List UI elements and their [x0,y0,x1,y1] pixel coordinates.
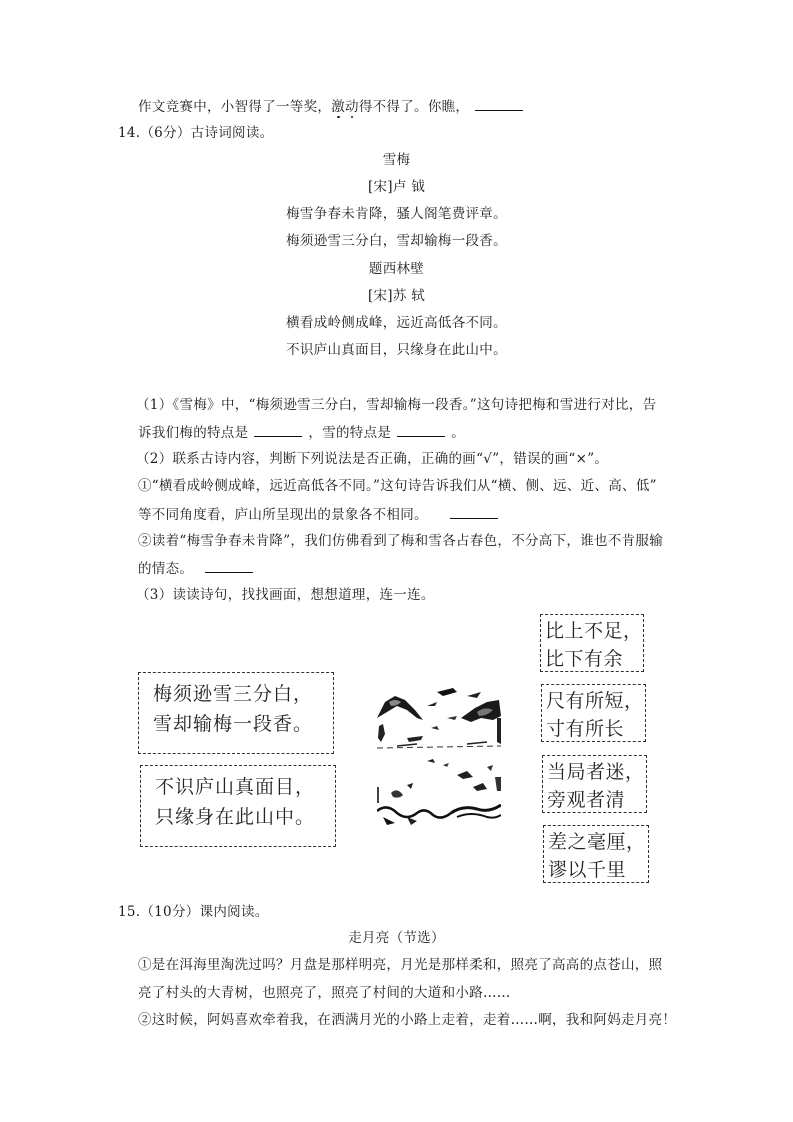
q14-sub1-line2 [138,423,465,442]
card-line: 梅须逊雪三分白， [153,683,314,705]
card-line: 差之毫厘， [548,831,646,853]
emphasis-char-1: 激 [331,99,346,115]
idiom-card-4[interactable] [543,825,649,883]
q14-sub2-item2-line2 [138,559,259,578]
snow-plum-landscape-picture[interactable] [377,757,501,827]
intro-sentence [138,97,529,116]
answer-blank-judge-1[interactable] [450,505,498,519]
poem2-line-1: 横看成岭侧成峰，远近高低各不同。 [286,315,507,331]
card-line: 比下有余 [545,648,624,670]
card-line: 当局者迷， [547,761,645,783]
card-line: 不识庐山真面目， [155,776,316,798]
question-14-header: 14.（6分）古诗词阅读。 [118,125,274,141]
sub1-text-b: ，雪的特点是 [308,425,392,441]
emphasis-char-2: 动 [345,99,359,115]
sub1-text-a: 诉我们梅的特点是 [138,425,249,441]
card-line: 寸有所长 [546,718,625,740]
card-line: 尺有所短， [546,690,644,712]
poem2-title: 题西林壁 [368,261,425,277]
card-line: 只缘身在此山中。 [155,806,316,828]
q14-sub1-line1: （1）《雪梅》中，“梅须逊雪三分白，雪却输梅一段香。”这句诗把梅和雪进行对比，告 [136,397,657,413]
poem2-author: [宋]苏 轼 [367,288,426,304]
card-line: 旁观者清 [547,789,626,811]
answer-blank-intro[interactable] [475,97,523,111]
sub1-text-c: 。 [451,425,466,441]
poem1-author: [宋]卢 钺 [367,179,426,195]
poem-card-lushan[interactable] [140,765,336,847]
passage-para1-line1: ①是在洱海里淘洗过吗？月盘是那样明亮，月光是那样柔和，照亮了高高的点苍山，照 [138,957,663,973]
card-line: 谬以千里 [548,859,627,881]
idiom-card-3[interactable] [542,755,647,813]
mountain-landscape-picture[interactable] [377,688,501,752]
poem2-line-2: 不识庐山真面目，只缘身在此山中。 [286,342,507,358]
answer-blank-snow-trait[interactable] [397,423,445,437]
answer-blank-plum-trait[interactable] [254,423,302,437]
passage-title: 走月亮（节选） [348,930,445,946]
q14-sub2-header: （2）联系古诗内容，判断下列说法是否正确，正确的画“√”，错误的画“×”。 [136,451,609,467]
intro-text-after: 得不得了。你瞧， [358,99,470,115]
answer-blank-judge-2[interactable] [205,559,253,573]
snow-plum-landscape-icon [377,757,501,827]
idiom-card-1[interactable] [540,614,644,672]
sub2-item1-text: 等不同角度看，庐山所呈现出的景象各不相同。 [138,507,428,523]
poem1-line-1: 梅雪争春未肯降，骚人阁笔费评章。 [286,206,507,222]
question-15-header: 15.（10分）课内阅读。 [118,904,269,920]
q14-sub2-item1-line2 [138,505,504,524]
passage-para2-line1: ②这时候，阿妈喜欢牵着我，在洒满月光的小路上走着，走着……啊，我和阿妈走月亮！ [138,1012,677,1028]
card-line: 比上不足， [545,620,643,642]
poem1-title: 雪梅 [382,152,411,168]
intro-text-before: 作文竞赛中，小智得了一等奖， [138,99,332,115]
idiom-card-2[interactable] [541,684,646,742]
poem-card-plum-snow[interactable] [138,672,334,754]
card-line: 雪却输梅一段香。 [153,713,314,735]
poem1-line-2: 梅须逊雪三分白，雪却输梅一段香。 [286,233,507,249]
sub2-item2-text: 的情态。 [138,561,194,577]
mountain-landscape-icon [377,688,501,752]
q14-sub3-header: （3）读读诗句，找找画面，想想道理，连一连。 [136,587,435,603]
passage-para1-line2: 亮了村头的大青树，也照亮了，照亮了村间的大道和小路…… [138,985,511,1001]
q14-sub2-item2-line1: ②读着“梅雪争春未肯降”，我们仿佛看到了梅和雪各占春色，不分高下，谁也不肯服输 [138,533,664,549]
q14-sub2-item1-line1: ①“横看成岭侧成峰，远近高低各不同。”这句诗告诉我们从“横、侧、远、近、高、低” [138,478,657,494]
